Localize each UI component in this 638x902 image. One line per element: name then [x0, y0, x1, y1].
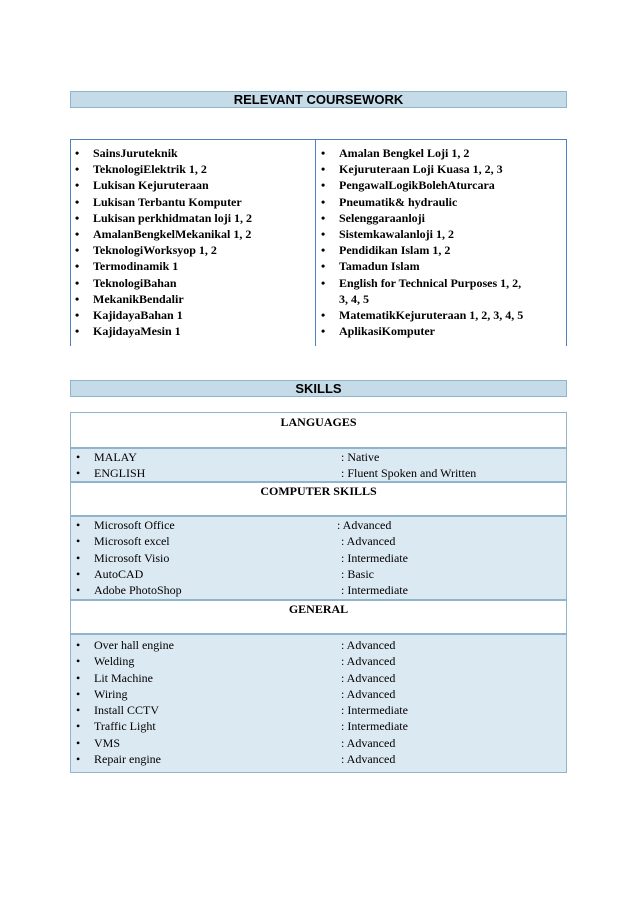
list-item: • AutoCAD : Basic [76, 566, 374, 581]
general-list-cell [70, 634, 567, 773]
list-item: • MekanikBendalir [75, 291, 184, 306]
list-item: • MatematikKejuruteraan 1, 2, 3, 4, 5 [321, 307, 524, 322]
list-item: • Over hall engine : Advanced [76, 638, 396, 652]
list-item: • TeknologiBahan [75, 275, 177, 290]
list-item: • SainsJuruteknik [75, 146, 178, 160]
list-item: • KajidayaMesin 1 [75, 324, 181, 339]
languages-heading: LANGUAGES [280, 415, 357, 429]
list-item: • Install CCTV : Intermediate [76, 703, 408, 718]
list-item: • MALAY : Native [76, 450, 380, 464]
coursework-title: RELEVANT COURSEWORK [233, 92, 404, 107]
list-item: • KajidayaBahan 1 [75, 307, 183, 322]
list-item: • AplikasiKomputer [321, 324, 436, 339]
coursework-mid-border [315, 139, 316, 346]
skills-header-bar [70, 380, 567, 397]
computer-skills-heading: COMPUTER SKILLS [260, 484, 377, 498]
list-item: • Traffic Light : Intermediate [76, 719, 408, 734]
languages-list-cell [70, 448, 567, 482]
list-item: • AmalanBengkelMekanikal 1, 2 [75, 226, 252, 241]
list-item: • Tamadun Islam [321, 259, 420, 274]
list-item: • Termodinamik 1 [75, 259, 179, 274]
coursework-header-bar [70, 91, 567, 108]
list-item: • Adobe PhotoShop : Intermediate [76, 583, 408, 598]
list-item: • Repair engine : Advanced [76, 752, 396, 767]
list-item: • VMS : Advanced [76, 735, 396, 750]
general-heading: GENERAL [288, 602, 349, 616]
languages-heading-cell [70, 412, 567, 448]
list-item: • Microsoft Visio : Intermediate [76, 550, 408, 565]
list-item: • English for Technical Purposes 1, 2, [321, 275, 522, 290]
list-item: • Welding : Advanced [76, 654, 396, 669]
coursework-left-list [73, 145, 252, 339]
list-item: • Selenggaraanloji [321, 210, 425, 225]
list-item: • TeknologiElektrik 1, 2 [75, 162, 207, 177]
coursework-left-border [70, 139, 71, 346]
list-item: • Wiring : Advanced [76, 686, 396, 701]
coursework-top-border [70, 139, 567, 140]
list-item: • Lit Machine : Advanced [76, 670, 396, 685]
languages-list [71, 449, 566, 482]
list-item: • TeknologiWorksyop 1, 2 [75, 243, 217, 258]
list-item: 3, 4, 5 [339, 291, 369, 306]
coursework-right-border [566, 139, 567, 346]
list-item: • Microsoft Office : Advanced [76, 518, 392, 532]
list-item: • Microsoft excel : Advanced [76, 534, 396, 549]
list-item: • PengawalLogikBolehAturcara [321, 178, 495, 193]
general-heading-cell [70, 600, 567, 634]
list-item: • Pendidikan Islam 1, 2 [321, 243, 451, 258]
computer-skills-list [71, 517, 566, 598]
list-item: • Kejuruteraan Loji Kuasa 1, 2, 3 [321, 162, 503, 177]
skills-title: SKILLS [295, 381, 342, 396]
general-skills-list [71, 637, 566, 767]
list-item: • Lukisan perkhidmatan loji 1, 2 [75, 210, 253, 225]
list-item: • Amalan Bengkel Loji 1, 2 [321, 146, 470, 160]
coursework-right-list [319, 145, 523, 339]
computer-list-cell [70, 516, 567, 600]
list-item: • Lukisan Terbantu Komputer [75, 194, 242, 209]
computer-heading-cell [70, 482, 567, 516]
list-item: • ENGLISH : Fluent Spoken and Written [76, 466, 477, 481]
list-item: • Pneumatik& hydraulic [321, 194, 458, 209]
list-item: • Lukisan Kejuruteraan [75, 178, 209, 193]
list-item: • Sistemkawalanloji 1, 2 [321, 226, 455, 241]
